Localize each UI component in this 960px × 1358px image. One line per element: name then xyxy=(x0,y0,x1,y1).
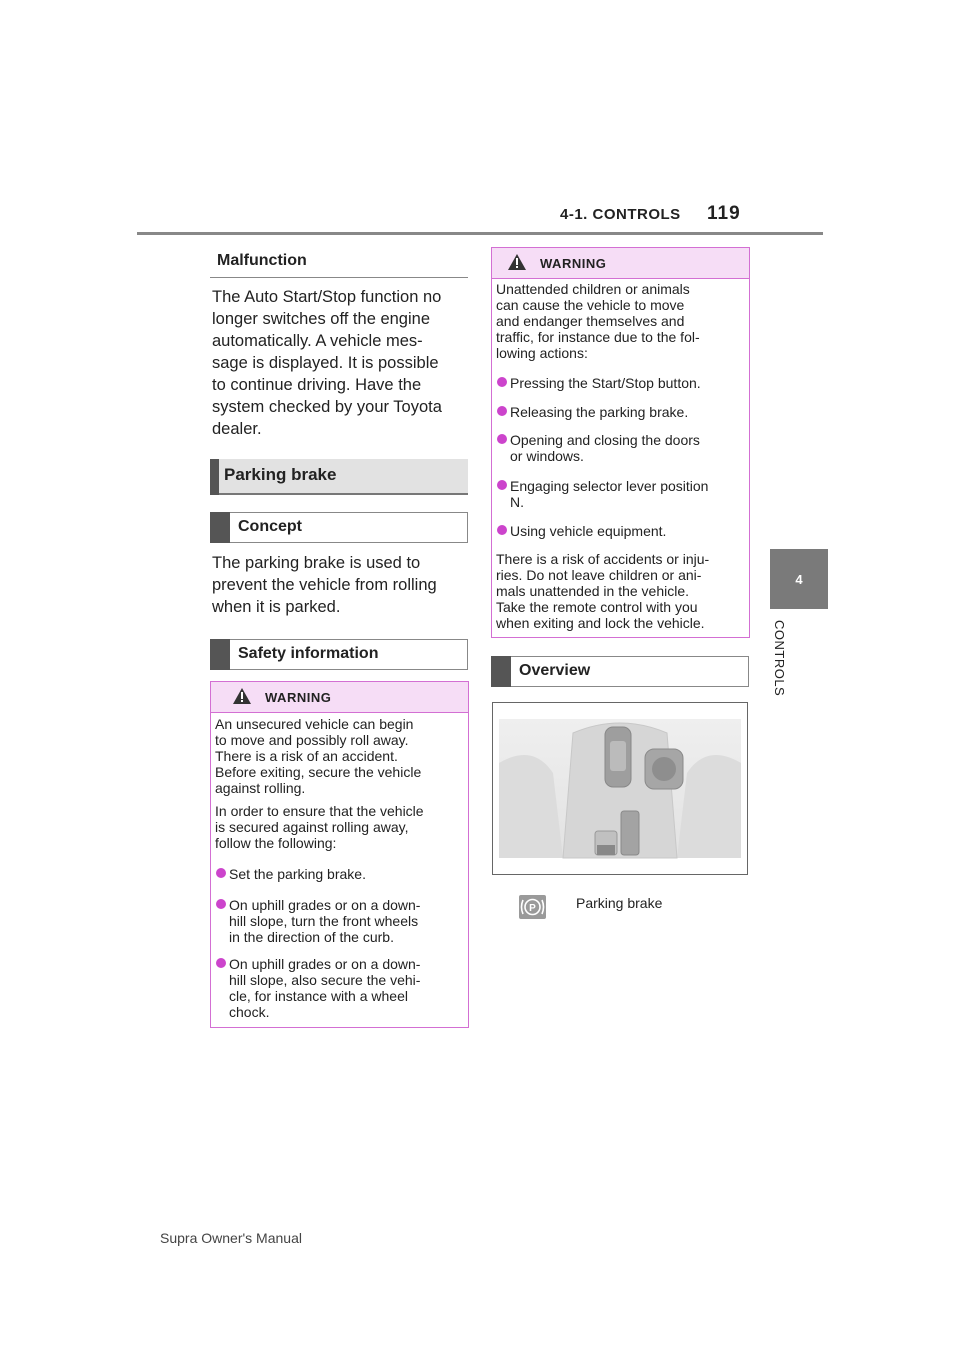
text-line: The Auto Start/Stop function no xyxy=(212,288,442,306)
text-line: ries. Do not leave children or ani- xyxy=(496,567,702,583)
list-item xyxy=(510,404,748,420)
center-console-illustration xyxy=(492,702,748,875)
text-line: Pressing the Start/Stop button. xyxy=(510,375,701,391)
text-line: to move and possibly roll away. xyxy=(215,732,409,748)
bullet-icon xyxy=(216,899,226,909)
list-item xyxy=(510,375,748,391)
warning-icon xyxy=(508,254,526,270)
text-line: Opening and closing the doors xyxy=(510,432,700,448)
text-line: Set the parking brake. xyxy=(229,866,366,882)
text-line: Releasing the parking brake. xyxy=(510,404,689,420)
text-line: hill slope, turn the front wheels xyxy=(229,913,419,929)
concept-heading xyxy=(210,512,468,543)
text-line: An unsecured vehicle can begin xyxy=(215,716,414,732)
svg-text:P: P xyxy=(529,903,536,914)
text-line: There is a risk of accidents or inju- xyxy=(496,551,710,567)
text-line: prevent the vehicle from rolling xyxy=(212,576,437,594)
text-line: or windows. xyxy=(510,448,584,464)
text-line: follow the following: xyxy=(215,835,337,851)
bullet-icon xyxy=(497,406,507,416)
text-line: automatically. A vehicle mes- xyxy=(212,332,423,350)
text-line: Take the remote control with you xyxy=(496,599,698,615)
text-line: in the direction of the curb. xyxy=(229,929,394,945)
concept-heading-text: Concept xyxy=(238,518,302,535)
text-line: Using vehicle equipment. xyxy=(510,523,667,539)
warning-paragraph xyxy=(496,551,748,631)
warning-paragraph xyxy=(215,716,465,796)
text-line: traffic, for instance due to the fol- xyxy=(496,329,700,345)
text-line: N. xyxy=(510,494,524,510)
text-line: Unattended children or animals xyxy=(496,281,690,297)
malfunction-heading xyxy=(210,244,468,278)
list-item xyxy=(229,866,465,882)
text-line: chock. xyxy=(229,1004,270,1020)
safety-heading xyxy=(210,639,468,670)
warning-box-left xyxy=(210,681,469,1028)
bullet-icon xyxy=(497,434,507,444)
parking-brake-caption: Parking brake xyxy=(576,895,663,911)
text-line: Engaging selector lever position xyxy=(510,478,709,494)
footer-text: Supra Owner's Manual xyxy=(160,1230,302,1246)
text-line: In order to ensure that the vehicle xyxy=(215,803,424,819)
list-item xyxy=(510,432,748,464)
parking-brake-heading-text: Parking brake xyxy=(224,465,337,484)
warning-title: WARNING xyxy=(540,256,607,271)
text-line: against rolling. xyxy=(215,780,306,796)
text-line: Before exiting, secure the vehicle xyxy=(215,764,422,780)
warning-header xyxy=(211,682,468,713)
warning-paragraph xyxy=(215,803,465,851)
warning-icon xyxy=(233,688,251,704)
safety-heading-text: Safety information xyxy=(238,645,379,662)
chapter-label-wrap xyxy=(771,620,793,720)
malfunction-heading-text: Malfunction xyxy=(217,252,307,269)
malfunction-text xyxy=(212,286,472,440)
bullet-icon xyxy=(497,480,507,490)
text-line: The parking brake is used to xyxy=(212,554,421,572)
text-line: to continue driving. Have the xyxy=(212,376,422,394)
text-line: can cause the vehicle to move xyxy=(496,297,685,313)
list-item xyxy=(229,897,465,945)
bullet-icon xyxy=(497,377,507,387)
text-line: On uphill grades or on a down- xyxy=(229,897,421,913)
concept-text xyxy=(212,552,472,618)
text-line: On uphill grades or on a down- xyxy=(229,956,421,972)
header-rule xyxy=(137,232,823,235)
list-item xyxy=(229,956,465,1020)
list-item xyxy=(510,478,748,510)
warning-paragraph xyxy=(496,281,748,361)
console-drawing xyxy=(493,703,747,874)
parking-brake-heading xyxy=(210,459,468,495)
bullet-icon xyxy=(216,868,226,878)
section-title: 4-1. CONTROLS xyxy=(560,206,681,223)
overview-heading-text: Overview xyxy=(519,662,591,679)
text-line: when it is parked. xyxy=(212,598,341,616)
chapter-tab[interactable] xyxy=(770,549,828,609)
parking-brake-icon xyxy=(519,895,546,919)
text-line: mals unattended in the vehicle. xyxy=(496,583,690,599)
text-line: cle, for instance with a wheel xyxy=(229,988,408,1004)
text-line: There is a risk of an accident. xyxy=(215,748,398,764)
text-line: lowing actions: xyxy=(496,345,588,361)
text-line: sage is displayed. It is possible xyxy=(212,354,439,372)
text-line: longer switches off the engine xyxy=(212,310,431,328)
warning-box-right xyxy=(491,247,750,638)
list-item xyxy=(510,523,748,539)
text-line: hill slope, also secure the vehi- xyxy=(229,972,421,988)
page-number: 119 xyxy=(707,203,741,224)
text-line: when exiting and lock the vehicle. xyxy=(496,615,705,631)
bullet-icon xyxy=(497,525,507,535)
bullet-icon xyxy=(216,958,226,968)
chapter-number: 4 xyxy=(795,571,803,587)
text-line: and endanger themselves and xyxy=(496,313,685,329)
text-line: system checked by your Toyota xyxy=(212,398,442,416)
overview-heading xyxy=(491,656,749,687)
text-line: dealer. xyxy=(212,420,262,438)
chapter-label: CONTROLS xyxy=(772,620,787,697)
warning-title: WARNING xyxy=(265,690,332,705)
warning-header xyxy=(492,248,749,279)
text-line: is secured against rolling away, xyxy=(215,819,409,835)
